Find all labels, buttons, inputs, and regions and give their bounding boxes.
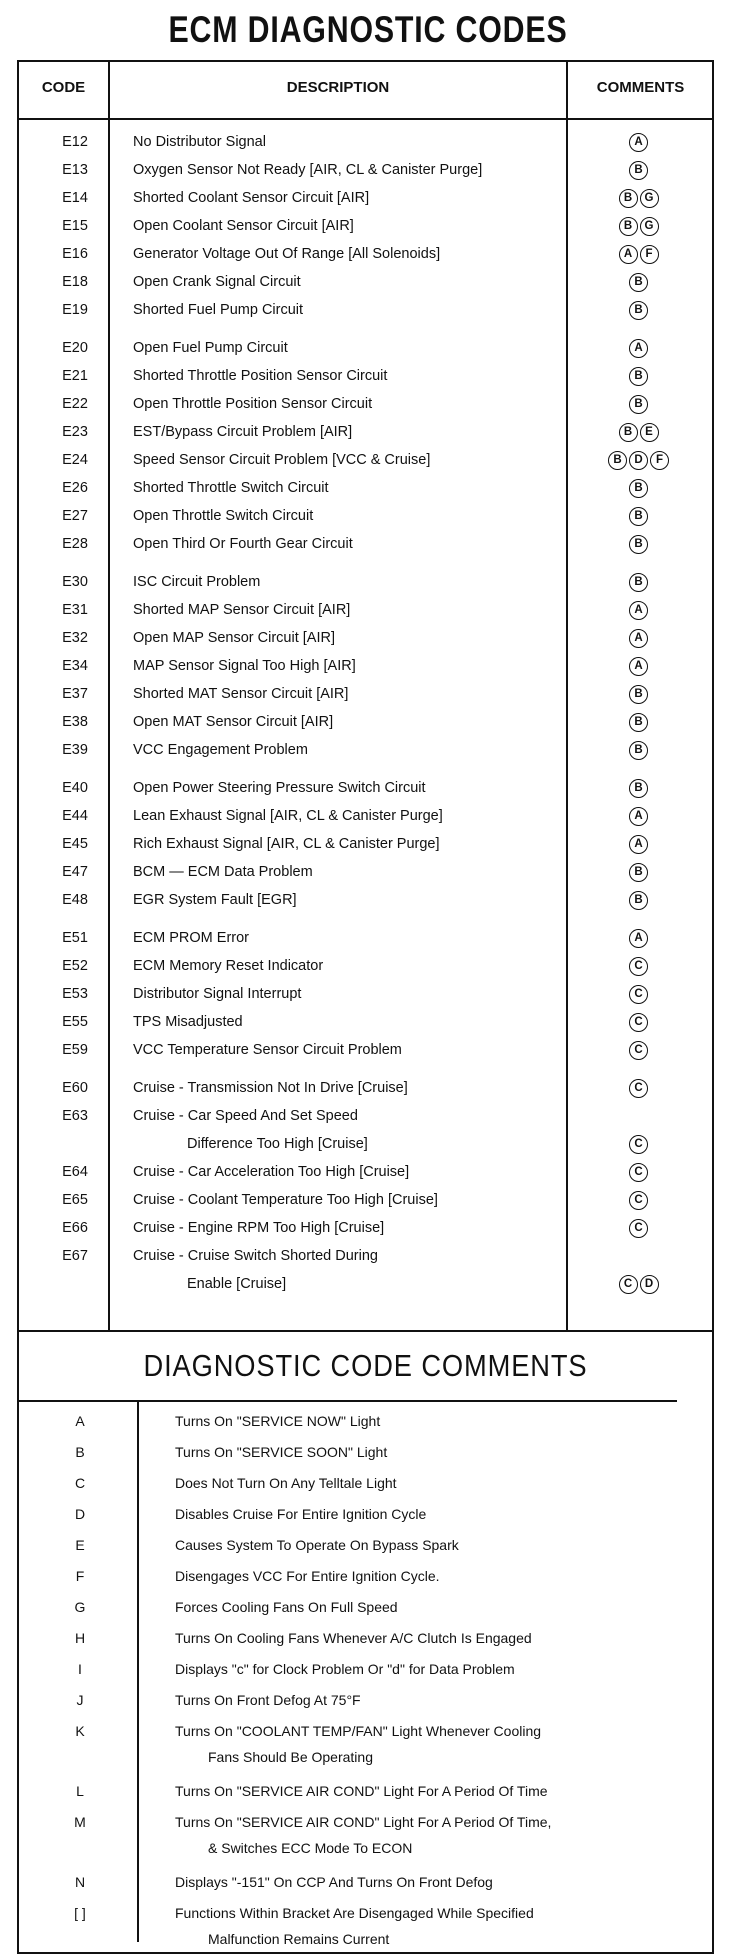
code-value: E18: [62, 274, 88, 290]
code-description: Lean Exhaust Signal [AIR, CL & Canister Purge]: [133, 808, 443, 824]
code-value: E59: [62, 1042, 88, 1058]
code-value: E48: [62, 892, 88, 908]
comment-ref-a: A: [629, 807, 648, 826]
code-comments: [566, 774, 711, 802]
code-row: [0, 1036, 736, 1064]
code-value: E47: [62, 864, 88, 880]
comment-ref-c: C: [629, 985, 648, 1004]
code-description: ECM Memory Reset Indicator: [133, 958, 324, 974]
code-comments: [566, 680, 711, 708]
comment-row: [0, 1470, 736, 1496]
comment-letter: L: [76, 1783, 84, 1799]
comment-ref-d: D: [629, 451, 648, 470]
code-row: [0, 446, 736, 474]
code-row: [0, 268, 736, 296]
code-comments: [566, 296, 711, 324]
code-description: Generator Voltage Out Of Range [All Solenoids]: [133, 246, 441, 262]
code-row: [0, 858, 736, 886]
code-description: Open Throttle Switch Circuit: [133, 508, 314, 524]
comment-ref-e: E: [640, 423, 659, 442]
comment-ref-a: A: [629, 133, 648, 152]
code-comments: [566, 802, 711, 830]
comment-ref-b: B: [629, 685, 648, 704]
code-description-continued: Enable [Cruise]: [187, 1276, 287, 1292]
code-description: Shorted Coolant Sensor Circuit [AIR]: [133, 190, 370, 206]
comment-text: Causes System To Operate On Bypass Spark: [175, 1537, 459, 1553]
code-value: E19: [62, 302, 88, 318]
code-description: Open Power Steering Pressure Switch Circuit: [133, 780, 426, 796]
comments-underline: [17, 1400, 677, 1402]
comment-ref-b: B: [629, 573, 648, 592]
code-description: BCM — ECM Data Problem: [133, 864, 313, 880]
code-value: E26: [62, 480, 88, 496]
code-row: [0, 240, 736, 268]
code-value: E22: [62, 396, 88, 412]
code-comments: [566, 1008, 711, 1036]
code-value: E67: [62, 1248, 88, 1264]
code-value: E21: [62, 368, 88, 384]
code-description: Rich Exhaust Signal [AIR, CL & Canister Purge]: [133, 836, 440, 852]
code-description: Cruise - Engine RPM Too High [Cruise]: [133, 1220, 385, 1236]
comment-text: Does Not Turn On Any Telltale Light: [175, 1475, 397, 1491]
code-value: E31: [62, 602, 88, 618]
comment-text: Turns On "SERVICE NOW" Light: [175, 1413, 381, 1429]
comment-row: [0, 1563, 736, 1589]
code-comments: [566, 1158, 711, 1186]
code-value: E60: [62, 1080, 88, 1096]
comment-ref-b: B: [629, 367, 648, 386]
code-comments: [566, 502, 711, 530]
code-row: [0, 128, 736, 156]
code-comments: [566, 568, 711, 596]
comment-ref-b: B: [629, 161, 648, 180]
comment-ref-d: D: [640, 1275, 659, 1294]
comment-letter: A: [75, 1413, 85, 1429]
code-comments: [566, 212, 711, 240]
code-comments: [566, 830, 711, 858]
code-comments: [566, 268, 711, 296]
code-value: E34: [62, 658, 88, 674]
code-row: [0, 1158, 736, 1186]
code-description: Speed Sensor Circuit Problem [VCC & Cruise]: [133, 452, 431, 468]
code-comments: [566, 1214, 711, 1242]
code-comments: [566, 1186, 711, 1214]
code-row: [0, 652, 736, 680]
comment-ref-c: C: [629, 1191, 648, 1210]
comment-ref-a: A: [629, 339, 648, 358]
code-comments: [566, 952, 711, 980]
code-value: E63: [62, 1108, 88, 1124]
comment-text: Turns On "SERVICE AIR COND" Light For A Period Of Time,: [175, 1814, 552, 1830]
code-description: Cruise - Transmission Not In Drive [Cruise]: [133, 1080, 408, 1096]
comment-ref-g: G: [640, 217, 659, 236]
code-row: [0, 1008, 736, 1036]
code-value: E14: [62, 190, 88, 206]
comment-text: Disables Cruise For Entire Ignition Cycle: [175, 1506, 427, 1522]
comment-ref-c: C: [629, 1079, 648, 1098]
comment-ref-b: B: [629, 863, 648, 882]
code-description: MAP Sensor Signal Too High [AIR]: [133, 658, 356, 674]
comment-text: Turns On "COOLANT TEMP/FAN" Light Whenever Cooling: [175, 1723, 542, 1739]
comments-title: DIAGNOSTIC CODE COMMENTS: [143, 1348, 588, 1383]
code-row: [0, 156, 736, 184]
comment-row: [0, 1869, 736, 1895]
code-comments: [566, 184, 711, 212]
code-row: [0, 184, 736, 212]
comment-ref-a: A: [629, 629, 648, 648]
comment-row: [0, 1778, 736, 1804]
code-row: [0, 362, 736, 390]
code-description: Open MAP Sensor Circuit [AIR]: [133, 630, 336, 646]
code-description: Distributor Signal Interrupt: [133, 986, 302, 1002]
comment-row: [0, 1594, 736, 1620]
code-row: [0, 334, 736, 362]
comment-ref-b: B: [629, 535, 648, 554]
code-value: E37: [62, 686, 88, 702]
comment-ref-c: C: [629, 1041, 648, 1060]
code-description: EST/Bypass Circuit Problem [AIR]: [133, 424, 353, 440]
comment-ref-c: C: [629, 1135, 648, 1154]
comment-text: Turns On Front Defog At 75°F: [175, 1692, 361, 1708]
code-comments: [566, 886, 711, 914]
comment-ref-b: B: [629, 395, 648, 414]
code-row: [0, 624, 736, 652]
code-description: ECM PROM Error: [133, 930, 249, 946]
code-comments: [566, 924, 711, 952]
comment-text-continued: Fans Should Be Operating: [208, 1749, 373, 1765]
comment-row: [0, 1439, 736, 1465]
code-row: [0, 1074, 736, 1102]
page-title: ECM DIAGNOSTIC CODES: [168, 9, 568, 50]
code-description: Shorted MAP Sensor Circuit [AIR]: [133, 602, 351, 618]
code-comments: [566, 334, 711, 362]
code-row: [0, 980, 736, 1008]
comment-ref-a: A: [629, 929, 648, 948]
code-description: Open Crank Signal Circuit: [133, 274, 301, 290]
code-value: E44: [62, 808, 88, 824]
code-description: VCC Temperature Sensor Circuit Problem: [133, 1042, 402, 1058]
code-value: E32: [62, 630, 88, 646]
code-value: E38: [62, 714, 88, 730]
code-description: Open Third Or Fourth Gear Circuit: [133, 536, 353, 552]
comment-ref-b: B: [629, 741, 648, 760]
code-value: E55: [62, 1014, 88, 1030]
code-row: [0, 680, 736, 708]
comment-row: [0, 1501, 736, 1527]
code-value: E28: [62, 536, 88, 552]
comment-text: Functions Within Bracket Are Disengaged While Specified: [175, 1905, 534, 1921]
comment-ref-c: C: [619, 1275, 638, 1294]
code-value: E65: [62, 1192, 88, 1208]
code-row: [0, 774, 736, 802]
comment-letter: M: [74, 1814, 86, 1830]
code-row: [0, 830, 736, 858]
comment-ref-b: B: [619, 423, 638, 442]
code-comments: [566, 596, 711, 624]
code-description: Shorted Fuel Pump Circuit: [133, 302, 304, 318]
code-value: E66: [62, 1220, 88, 1236]
code-description-continued: Difference Too High [Cruise]: [187, 1136, 368, 1152]
code-value: E15: [62, 218, 88, 234]
code-description: Open Throttle Position Sensor Circuit: [133, 396, 373, 412]
code-value: E40: [62, 780, 88, 796]
code-comments: [566, 418, 711, 446]
comment-row: [0, 1718, 736, 1765]
code-row: [0, 924, 736, 952]
header-code: CODE: [41, 79, 86, 96]
comment-row: [0, 1532, 736, 1558]
comment-row: [0, 1809, 736, 1856]
code-description: VCC Engagement Problem: [133, 742, 308, 758]
comment-letter: E: [75, 1537, 85, 1553]
code-comments: [566, 652, 711, 680]
code-value: E45: [62, 836, 88, 852]
code-comments: [566, 1130, 711, 1158]
code-value: E39: [62, 742, 88, 758]
code-description: Open Coolant Sensor Circuit [AIR]: [133, 218, 354, 234]
comment-text: Turns On Cooling Fans Whenever A/C Clutch Is Engaged: [175, 1630, 532, 1646]
code-value: E23: [62, 424, 88, 440]
code-comments: [566, 708, 711, 736]
code-value: E64: [62, 1164, 88, 1180]
comment-text: Disengages VCC For Entire Ignition Cycle.: [175, 1568, 440, 1584]
comment-letter: H: [74, 1630, 86, 1646]
comment-letter: I: [78, 1661, 82, 1677]
code-row: [0, 474, 736, 502]
comment-ref-a: A: [629, 601, 648, 620]
comment-ref-b: B: [629, 713, 648, 732]
code-description: Shorted Throttle Position Sensor Circuit: [133, 368, 388, 384]
comment-ref-c: C: [629, 1219, 648, 1238]
code-comments: [566, 390, 711, 418]
code-comments: [566, 446, 711, 474]
comment-letter: F: [75, 1568, 85, 1584]
code-value: E24: [62, 452, 88, 468]
comment-ref-c: C: [629, 1013, 648, 1032]
comment-ref-a: A: [629, 657, 648, 676]
comment-row: [0, 1900, 736, 1947]
comment-letter: C: [74, 1475, 86, 1491]
header-underline: [17, 118, 714, 120]
code-comments: [566, 736, 711, 764]
code-row: [0, 802, 736, 830]
codes-table-bottom: [17, 1330, 714, 1332]
comment-text: Forces Cooling Fans On Full Speed: [175, 1599, 398, 1615]
code-description: Oxygen Sensor Not Ready [AIR, CL & Canister Purge]: [133, 162, 483, 178]
comment-letter: B: [75, 1444, 85, 1460]
comment-text: Displays "c" for Clock Problem Or "d" for Data Problem: [175, 1661, 515, 1677]
code-description: ISC Circuit Problem: [133, 574, 261, 590]
comment-row: [0, 1408, 736, 1434]
code-comments: [566, 980, 711, 1008]
code-description: No Distributor Signal: [133, 134, 266, 150]
code-description: Open MAT Sensor Circuit [AIR]: [133, 714, 334, 730]
code-value: E13: [62, 162, 88, 178]
comment-ref-c: C: [629, 957, 648, 976]
code-value: E30: [62, 574, 88, 590]
code-row: [0, 1186, 736, 1214]
code-row: [0, 952, 736, 980]
header-description: DESCRIPTION: [286, 79, 390, 96]
code-row: [0, 736, 736, 764]
code-row: [0, 418, 736, 446]
code-row: [0, 530, 736, 558]
comment-ref-f: F: [640, 245, 659, 264]
comment-ref-b: B: [629, 273, 648, 292]
comment-row: [0, 1625, 736, 1651]
code-comments: [566, 1074, 711, 1102]
comment-ref-b: B: [629, 301, 648, 320]
comment-letter: N: [74, 1874, 86, 1890]
comment-letter: [ ]: [74, 1905, 86, 1921]
comment-ref-b: B: [629, 479, 648, 498]
comment-letter: K: [75, 1723, 85, 1739]
comment-ref-b: B: [608, 451, 627, 470]
comment-ref-b: B: [619, 217, 638, 236]
comment-text: Turns On "SERVICE AIR COND" Light For A Period Of Time: [175, 1783, 548, 1799]
code-description: Cruise - Car Speed And Set Speed: [133, 1108, 358, 1124]
code-comments: [566, 1270, 711, 1298]
code-comments: [566, 128, 711, 156]
code-value: E51: [62, 930, 88, 946]
code-description: Cruise - Coolant Temperature Too High [Cruise]: [133, 1192, 438, 1208]
comment-letter: D: [74, 1506, 86, 1522]
code-comments: [566, 474, 711, 502]
code-comments: [566, 530, 711, 558]
code-value: E53: [62, 986, 88, 1002]
comment-ref-g: G: [640, 189, 659, 208]
comment-text: Turns On "SERVICE SOON" Light: [175, 1444, 388, 1460]
comment-letter: J: [76, 1692, 84, 1708]
header-comments: COMMENTS: [596, 79, 685, 96]
code-value: E16: [62, 246, 88, 262]
comment-ref-f: F: [650, 451, 669, 470]
comment-ref-b: B: [619, 189, 638, 208]
code-comments: [566, 240, 711, 268]
code-description: Shorted Throttle Switch Circuit: [133, 480, 329, 496]
code-row: [0, 596, 736, 624]
code-comments: [566, 858, 711, 886]
code-description: EGR System Fault [EGR]: [133, 892, 297, 908]
code-row: [0, 212, 736, 240]
comment-row: [0, 1656, 736, 1682]
comment-ref-a: A: [619, 245, 638, 264]
code-description: Shorted MAT Sensor Circuit [AIR]: [133, 686, 349, 702]
comment-letter: G: [74, 1599, 86, 1615]
comment-ref-b: B: [629, 891, 648, 910]
code-row: [0, 502, 736, 530]
comment-ref-a: A: [629, 835, 648, 854]
comment-ref-c: C: [629, 1163, 648, 1182]
code-comments: [566, 156, 711, 184]
comment-text-continued: Malfunction Remains Current: [208, 1931, 390, 1947]
code-value: E20: [62, 340, 88, 356]
code-row: [0, 708, 736, 736]
comment-ref-b: B: [629, 779, 648, 798]
code-description: TPS Misadjusted: [133, 1014, 243, 1030]
code-row: [0, 886, 736, 914]
code-description: Cruise - Car Acceleration Too High [Cruise]: [133, 1164, 410, 1180]
code-row: [0, 1214, 736, 1242]
code-comments: [566, 1036, 711, 1064]
comment-row: [0, 1687, 736, 1713]
comment-text-continued: & Switches ECC Mode To ECON: [208, 1840, 413, 1856]
comment-text: Displays "-151" On CCP And Turns On Front Defog: [175, 1874, 493, 1890]
code-row: [0, 1242, 736, 1292]
code-row: [0, 1102, 736, 1152]
code-comments: [566, 624, 711, 652]
code-row: [0, 390, 736, 418]
code-value: E27: [62, 508, 88, 524]
code-comments: [566, 362, 711, 390]
comment-ref-b: B: [629, 507, 648, 526]
code-value: E12: [62, 134, 88, 150]
code-description: Open Fuel Pump Circuit: [133, 340, 288, 356]
code-row: [0, 568, 736, 596]
code-row: [0, 296, 736, 324]
code-description: Cruise - Cruise Switch Shorted During: [133, 1248, 378, 1264]
code-value: E52: [62, 958, 88, 974]
